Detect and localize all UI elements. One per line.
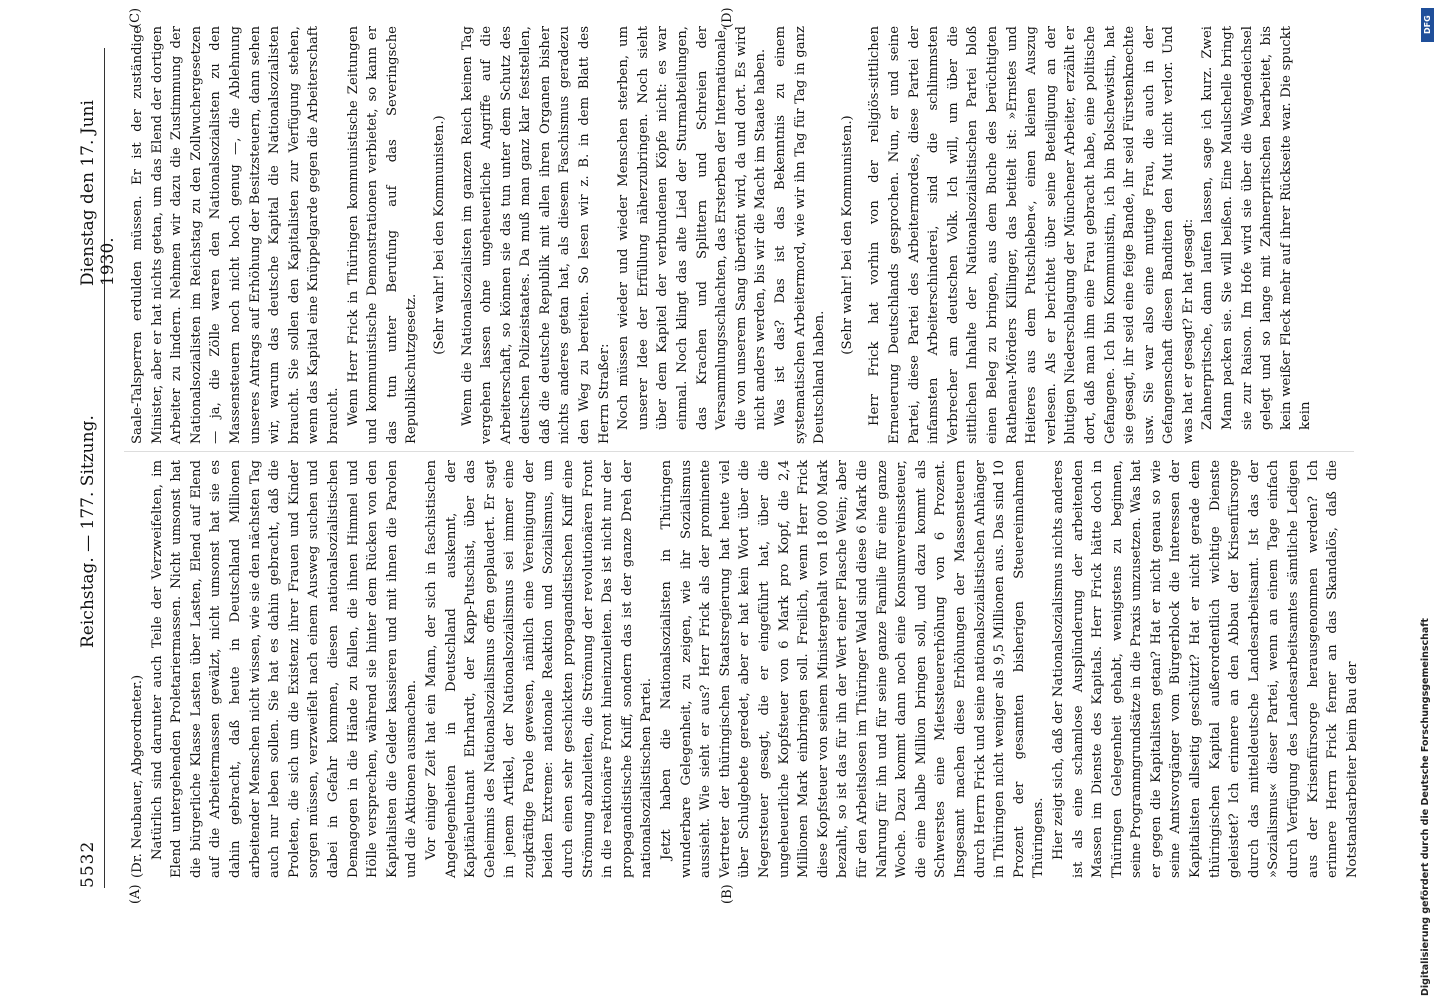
paragraph: Wenn die Nationalsozialisten im ganzen Reich keinen Tag vergehen lassen ohne ungeheuerliche Angriffe auf die Arbeiterschaft, so können sie das tun unter dem Schutz des deutschen Polizeistaates. Da muß man ganz klar feststellen, daß die deutsche Republik mit allen ihren Organen bisher nichts anderes getan hat, als diesem Faschismus geradezu den Weg zu bereiten. So lesen wir z. B. in dem Blatt des Herrn Straßer:	[459, 26, 612, 444]
quote-block: Noch müssen wieder und wieder Menschen sterben, um unserer Idee der Erfüllung näherzubringen. Noch sieht über dem Kapitel der verbundenen Köpfe nicht: es war einmal. Noch klingt das alte Lied der Sturmabteilungen, das Krachen und Splittern und Schreien der Versammlungsschlachten, das Ersterben der Internationale, die von unserem Sang übertönt wird, da und dort. Es wird nicht anders werden, bis wir die Macht im Staate haben.	[616, 26, 769, 430]
column-divider	[124, 451, 1354, 452]
header-left-title: Reichstag. — 177. Sitzung.	[78, 415, 98, 648]
page-header	[78, 48, 118, 888]
speaker-line: (Dr. Neubauer, Abgeordneter.)	[130, 674, 145, 878]
page-number: 5532	[78, 840, 98, 888]
paragraph: Natürlich sind darunter auch Teile der Verzweifelten, im Elend untergehenden Proletariermassen. Nicht umsonst hat die bürgerliche Klasse Lasten über Lasten, Elend auf Elend auf die Arbeitermassen gewälzt, nicht umsonst hat sie es dahin gebracht, daß heute in Deutschland Millionen arbeitender Menschen nicht wissen, wie sie den nächsten Tag auch nur leben sollen. Sie hat es dahin gebracht, daß die Proleten, die sich um die Existenz ihrer Frauen und Kinder sorgen müssen, verzweifelt nach einem Ausweg suchen und dabei in Gefahr kommen, diesen nationalsozialistischen Demagogen in die Hände zu fallen, die ihnen Himmel und Hölle versprechen, während sie hinter dem Rücken von den Kapitalisten die Gelder kassieren und mit ihnen die Parolen und die Aktionen ausmachen.	[149, 460, 420, 878]
left-column	[128, 460, 1362, 878]
right-column	[128, 26, 1316, 444]
header-right-title: Dienstag den 17. Juni 1930.	[78, 100, 118, 286]
margin-letter-d: (D)	[720, 7, 735, 28]
paragraph: Saale-Talsperren erdulden müssen. Er ist der zuständige Minister, aber er hat nichts getan, um das Elend der dortigen Arbeiter zu lindern. Nehmen wir dazu die Zustimmung der Nationalsozialisten im Reichstag zu den Zollwuchergesetzen — ja, die Zölle waren den Nationalsozialisten zu den Massensteuern noch nicht hoch genug —, die Ablehnung unseres Antrags auf Erhöhung der Besitzsteuern, dann sehen wir, warum das deutsche Kapital die Nationalsozialisten braucht. Sie sollen den Kapitalisten zur Verfügung stehen, wenn das Kapital eine Knüppelgarde gegen die Arbeiterschaft braucht.	[130, 26, 341, 444]
paragraph: Herr Frick hat vorhin von der religiös-sittlichen Erneuerung Deutschlands gesprochen. Nun, er und seine Partei, diese Partei des Arbeitermordes, diese Partei der infamsten Arbeiterschinderei, sind die schlimmsten Verbrecher am deutschen Volk. Ich will, um über die sittlichen Inhalte der Nationalsozialistischen Partei bloß einen Beleg zu bringen, aus dem Buche des berüchtigten Rathenau-Mörders Killinger, das betitelt ist: »Ernstes und Heiteres aus dem Putschleben«, einen kleinen Auszug verlesen. Als er berichtet über seine Beteiligung an der blutigen Niederschlagung der Münchener Arbeiter, erzählt er dort, daß man ihm eine Frau gebracht habe, eine politische Gefangene. Ich bin Kommunistin, ich bin Bolschewistin, hat sie gesagt, ihr seid eine feige Bande, ihr seid Fürstenknechte usw. Sie war also eine mutige Frau, die auch in der Gefangenschaft diesen Banditen den Mut nicht verlor. Und was hat er gesagt? Er hat gesagt:	[867, 26, 1196, 444]
paragraph: Jetzt haben die Nationalsozialisten in Thüringen wunderbare Gelegenheit, zu zeigen, wie ihr Sozialismus aussieht. Wie sieht er aus? Herr Frick als der prominente Vertreter der thüringischen Staatsregierung hat heute viel über Schulgebete geredet, aber er hat kein Wort über die Negersteuer gesagt, die er eingeführt hat, über die ungeheuerliche Kopfsteuer von 6 Mark pro Kopf, die 2,4 Millionen Mark einbringen soll. Freilich, wenn Herr Frick diese Kopfsteuer von seinem Ministergehalt von 18 000 Mark bezahlt, so ist das für ihn der Wert einer Flasche Wein; aber für den Arbeitslosen im Thüringer Wald sind diese 6 Mark die Nahrung für ihn und für seine ganze Familie für eine ganze Woche. Dazu kommt dann noch eine Konsumvereinssteuer, die eine halbe Million bringen soll, und dazu kommt als Schwerstes eine Mietssteuererhöhung von 6 Prozent. Insgesamt machen diese Erhöhungen der Massensteuern durch Herrn Frick und seine nationalsozialistischen Anhänger in Thüringen nicht weniger als 9,5 Millionen aus. Das sind 10 Prozent der gesamten bisherigen Steuereinnahmen Thüringens.	[659, 460, 1047, 878]
paragraph: Wenn Herr Frick in Thüringen kommunistische Zeitungen und kommunistische Demonstrationen verbietet, so kann er das tun unter Berufung auf das Severingsche Republikschutzgesetz.	[345, 26, 420, 444]
digitization-notice: Digitalisierung gefördert durch die Deutsche Forschungsgemeinschaft	[1420, 618, 1431, 996]
paragraph: Hier zeigt sich, daß der Nationalsozialismus nichts anderes ist als eine schamlose Ausplünderung der arbeitenden Massen im Dienste des Kapitals. Herr Frick hätte doch in Thüringen Gelegenheit gehabt, wenigstens zu beginnen, seine Programmgrundsätze in die Praxis umzusetzen. Was hat er gegen die Kapitalisten getan? Hat er nicht genau so wie seine Amtsvorgänger vom Bürgerblock die Interessen der Kapitalisten allseitig geschützt? Hat er nicht gerade dem thüringischen Kapital außerordentlich wichtige Dienste geleistet? Ich erinnere an den Abbau der Krisenfürsorge durch das mitteldeutsche Landesarbeitsamt. Ist das der »Sozialismus« dieser Partei, wenn an einem Tage einfach durch Verfügung des Landesarbeitsamtes sämtliche Ledigen aus der Krisenfürsorge herausgenommen werden? Ich erinnere Herrn Frick ferner an das Skandalös, daß die Notstandsarbeiter beim Bau der	[1050, 460, 1360, 878]
margin-letter-c: (C)	[128, 7, 143, 28]
interjection: (Sehr wahr! bei den Kommunisten.)	[839, 115, 855, 355]
margin-letter-b: (B)	[720, 884, 735, 904]
paragraph: Was ist das? Das ist das Bekenntnis zu einem systematischen Arbeitermord, wie wir ihn Tag für Tag in ganz Deutschland haben.	[773, 26, 828, 444]
margin-letter-a: (A)	[128, 884, 143, 904]
interjection: (Sehr wahr! bei den Kommunisten.)	[431, 115, 447, 355]
dfg-logo: DFG	[1421, 8, 1434, 42]
paragraph: Vor einiger Zeit hat ein Mann, der sich in faschistischen Angelegenheiten in Deutschland auskennt, der Kapitänleutnant Ehrhardt, der Kapp-Putschist, über das Geheimnis des Nationalsozialismus offen geplaudert. Er sagt in jenem Artikel, der Nationalsozialismus sei immer eine zugkräftige Parole gewesen, nämlich eine Vereinigung der beiden Extreme: nationale Reaktion und Sozialismus, um durch einen sehr geschickten propagandistischen Kniff eine Strömung abzuleiten, die Strömung der revolutionären Front in die reaktionäre Front hineinzuleiten. Das ist nicht nur der propagandistische Kniff, sondern das ist der ganze Dreh der nationalsozialistischen Partei.	[423, 460, 655, 878]
quote-block: Zahnerpritsche, dann laufen lassen, sage ich kurz. Zwei Mann packen sie. Sie will beißen. Eine Maulschelle bringt sie zur Raison. Im Hofe wird sie über die Wagendeichsel gelegt und so lange mit Zahnerpritschen bearbeitet, bis kein weißer Fleck mehr auf ihrer Rückseite war. Die spuckt kein	[1200, 26, 1314, 430]
